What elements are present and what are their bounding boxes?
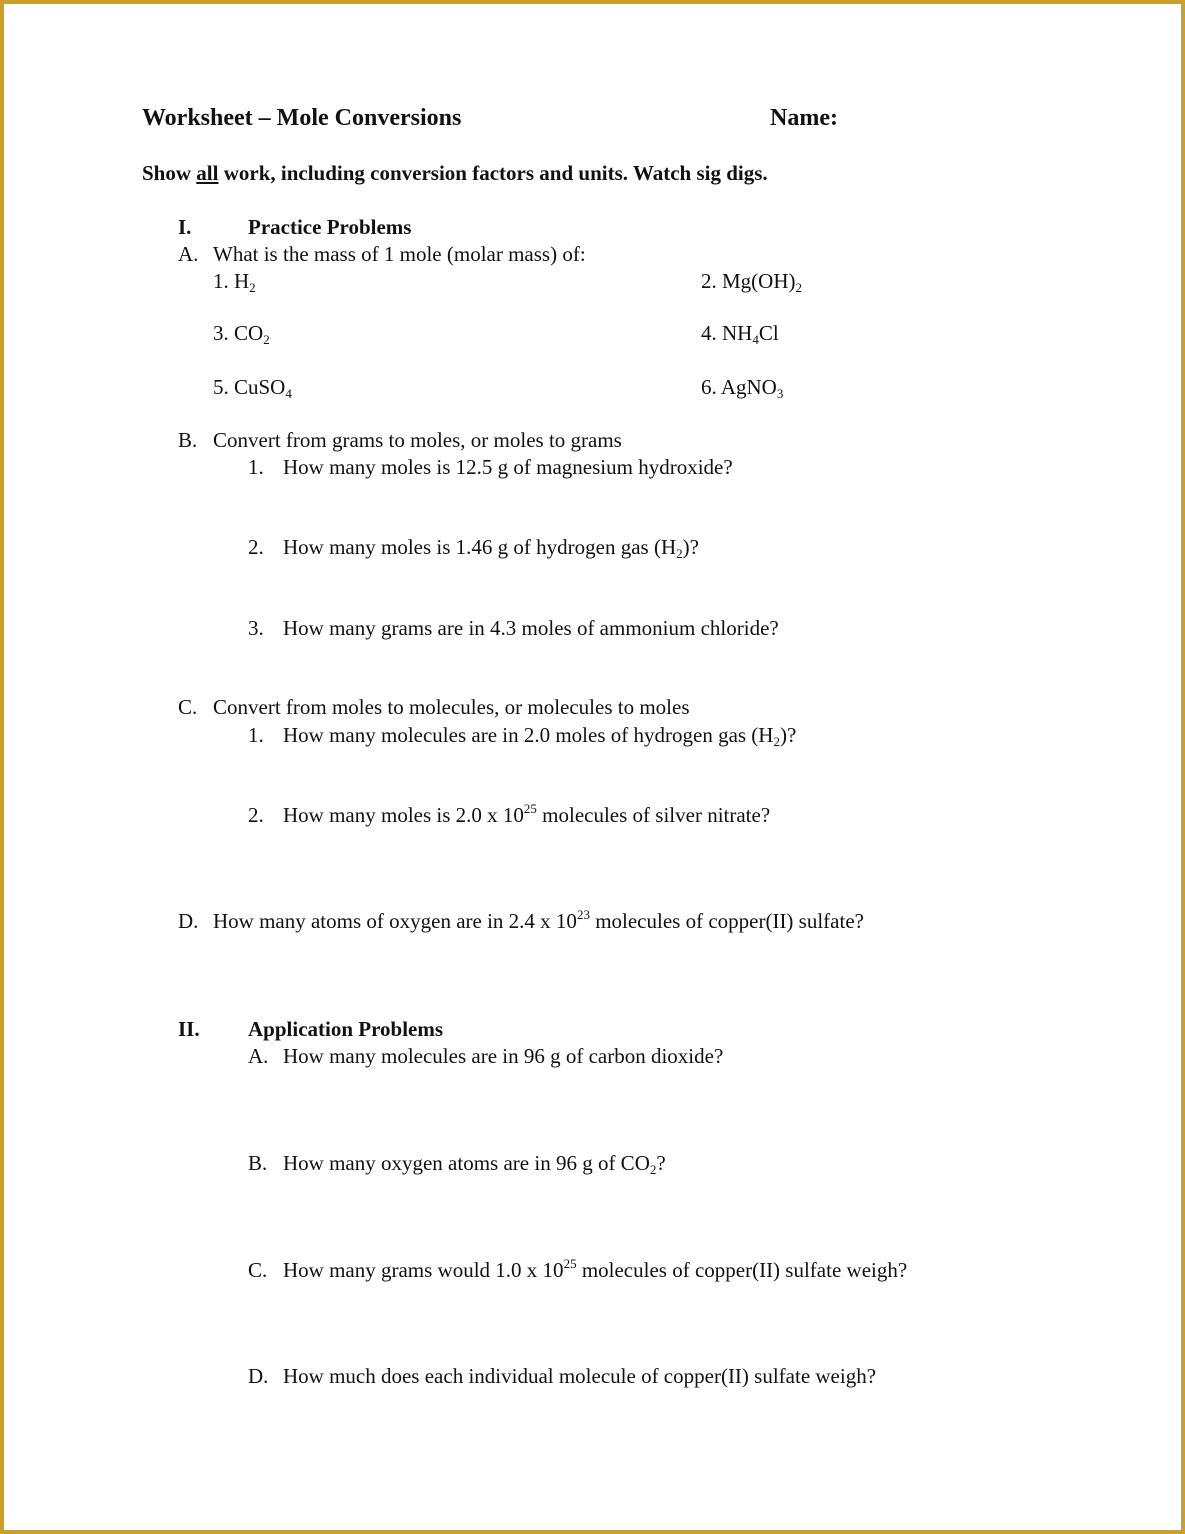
- question-letter: A.: [248, 1044, 269, 1068]
- question-number: 2.: [248, 803, 264, 827]
- question-text: How many oxygen atoms are in 96 g of $CO_2$?: [283, 1151, 666, 1177]
- question-text: How many grams are in 4.3 moles of ammonium chloride?: [283, 616, 779, 640]
- instructions-pre: Show: [142, 161, 197, 185]
- question-letter: C.: [248, 1258, 268, 1282]
- question-text: How many grams would 1.0 x $10^{25}$ molecules of copper(II) sulfate weigh?: [283, 1256, 908, 1282]
- instructions-emphasis: all: [196, 161, 219, 185]
- question-letter: B.: [248, 1151, 268, 1175]
- part-a-prompt: What is the mass of 1 mole (molar mass) of:: [213, 242, 586, 266]
- section-2-title: Application Problems: [248, 1017, 444, 1041]
- worksheet-title: Worksheet – Mole Conversions: [142, 105, 462, 131]
- part-c-prompt: Convert from moles to molecules, or molecules to moles: [213, 695, 690, 719]
- question-text: How many moles is 1.46 g of hydrogen gas $(H_2)$?: [283, 535, 699, 561]
- question-text: How many atoms of oxygen are in 2.4 x $10^{23}$ molecules of copper(II) sulfate?: [213, 907, 864, 933]
- section-1-title: Practice Problems: [248, 215, 412, 239]
- molar-mass-item: 5. CuSO$_4$: [213, 375, 292, 401]
- molar-mass-item: 2. $Mg(OH)_2$: [701, 269, 802, 295]
- section-2-numeral: II.: [178, 1017, 200, 1041]
- question-number: 3.: [248, 616, 264, 640]
- question-text: How many moles is 2.0 x $10^{25}$ molecules of silver nitrate?: [283, 801, 771, 827]
- molar-mass-item: 6. AgNO$_3$: [701, 375, 784, 401]
- question-number: 2.: [248, 535, 264, 559]
- name-label: Name:: [770, 105, 838, 131]
- molar-mass-item: 4. $NH_4Cl$: [701, 321, 779, 347]
- molar-mass-item: 1. $H_2$: [213, 269, 256, 295]
- question-text: How many molecules are in 96 g of carbon dioxide?: [283, 1044, 724, 1068]
- part-b-prompt: Convert from grams to moles, or moles to grams: [213, 428, 622, 452]
- question-text: How many moles is 12.5 g of magnesium hydroxide?: [283, 455, 733, 479]
- part-a-letter: A.: [178, 242, 199, 266]
- instructions: [142, 161, 768, 185]
- part-c-letter: C.: [178, 695, 198, 719]
- part-d-letter: D.: [178, 909, 199, 933]
- question-letter: D.: [248, 1364, 269, 1388]
- question-number: 1.: [248, 455, 264, 479]
- part-b-letter: B.: [178, 428, 198, 452]
- molar-mass-item: 3. $CO_2$: [213, 321, 270, 347]
- question-text: How many molecules are in 2.0 moles of hydrogen gas $(H_2)$?: [283, 723, 797, 749]
- section-1-numeral: I.: [178, 215, 192, 239]
- question-text: How much does each individual molecule of copper(II) sulfate weigh?: [283, 1364, 877, 1388]
- instructions-post: work, including conversion factors and units. Watch sig digs.: [218, 161, 768, 185]
- question-number: 1.: [248, 723, 264, 747]
